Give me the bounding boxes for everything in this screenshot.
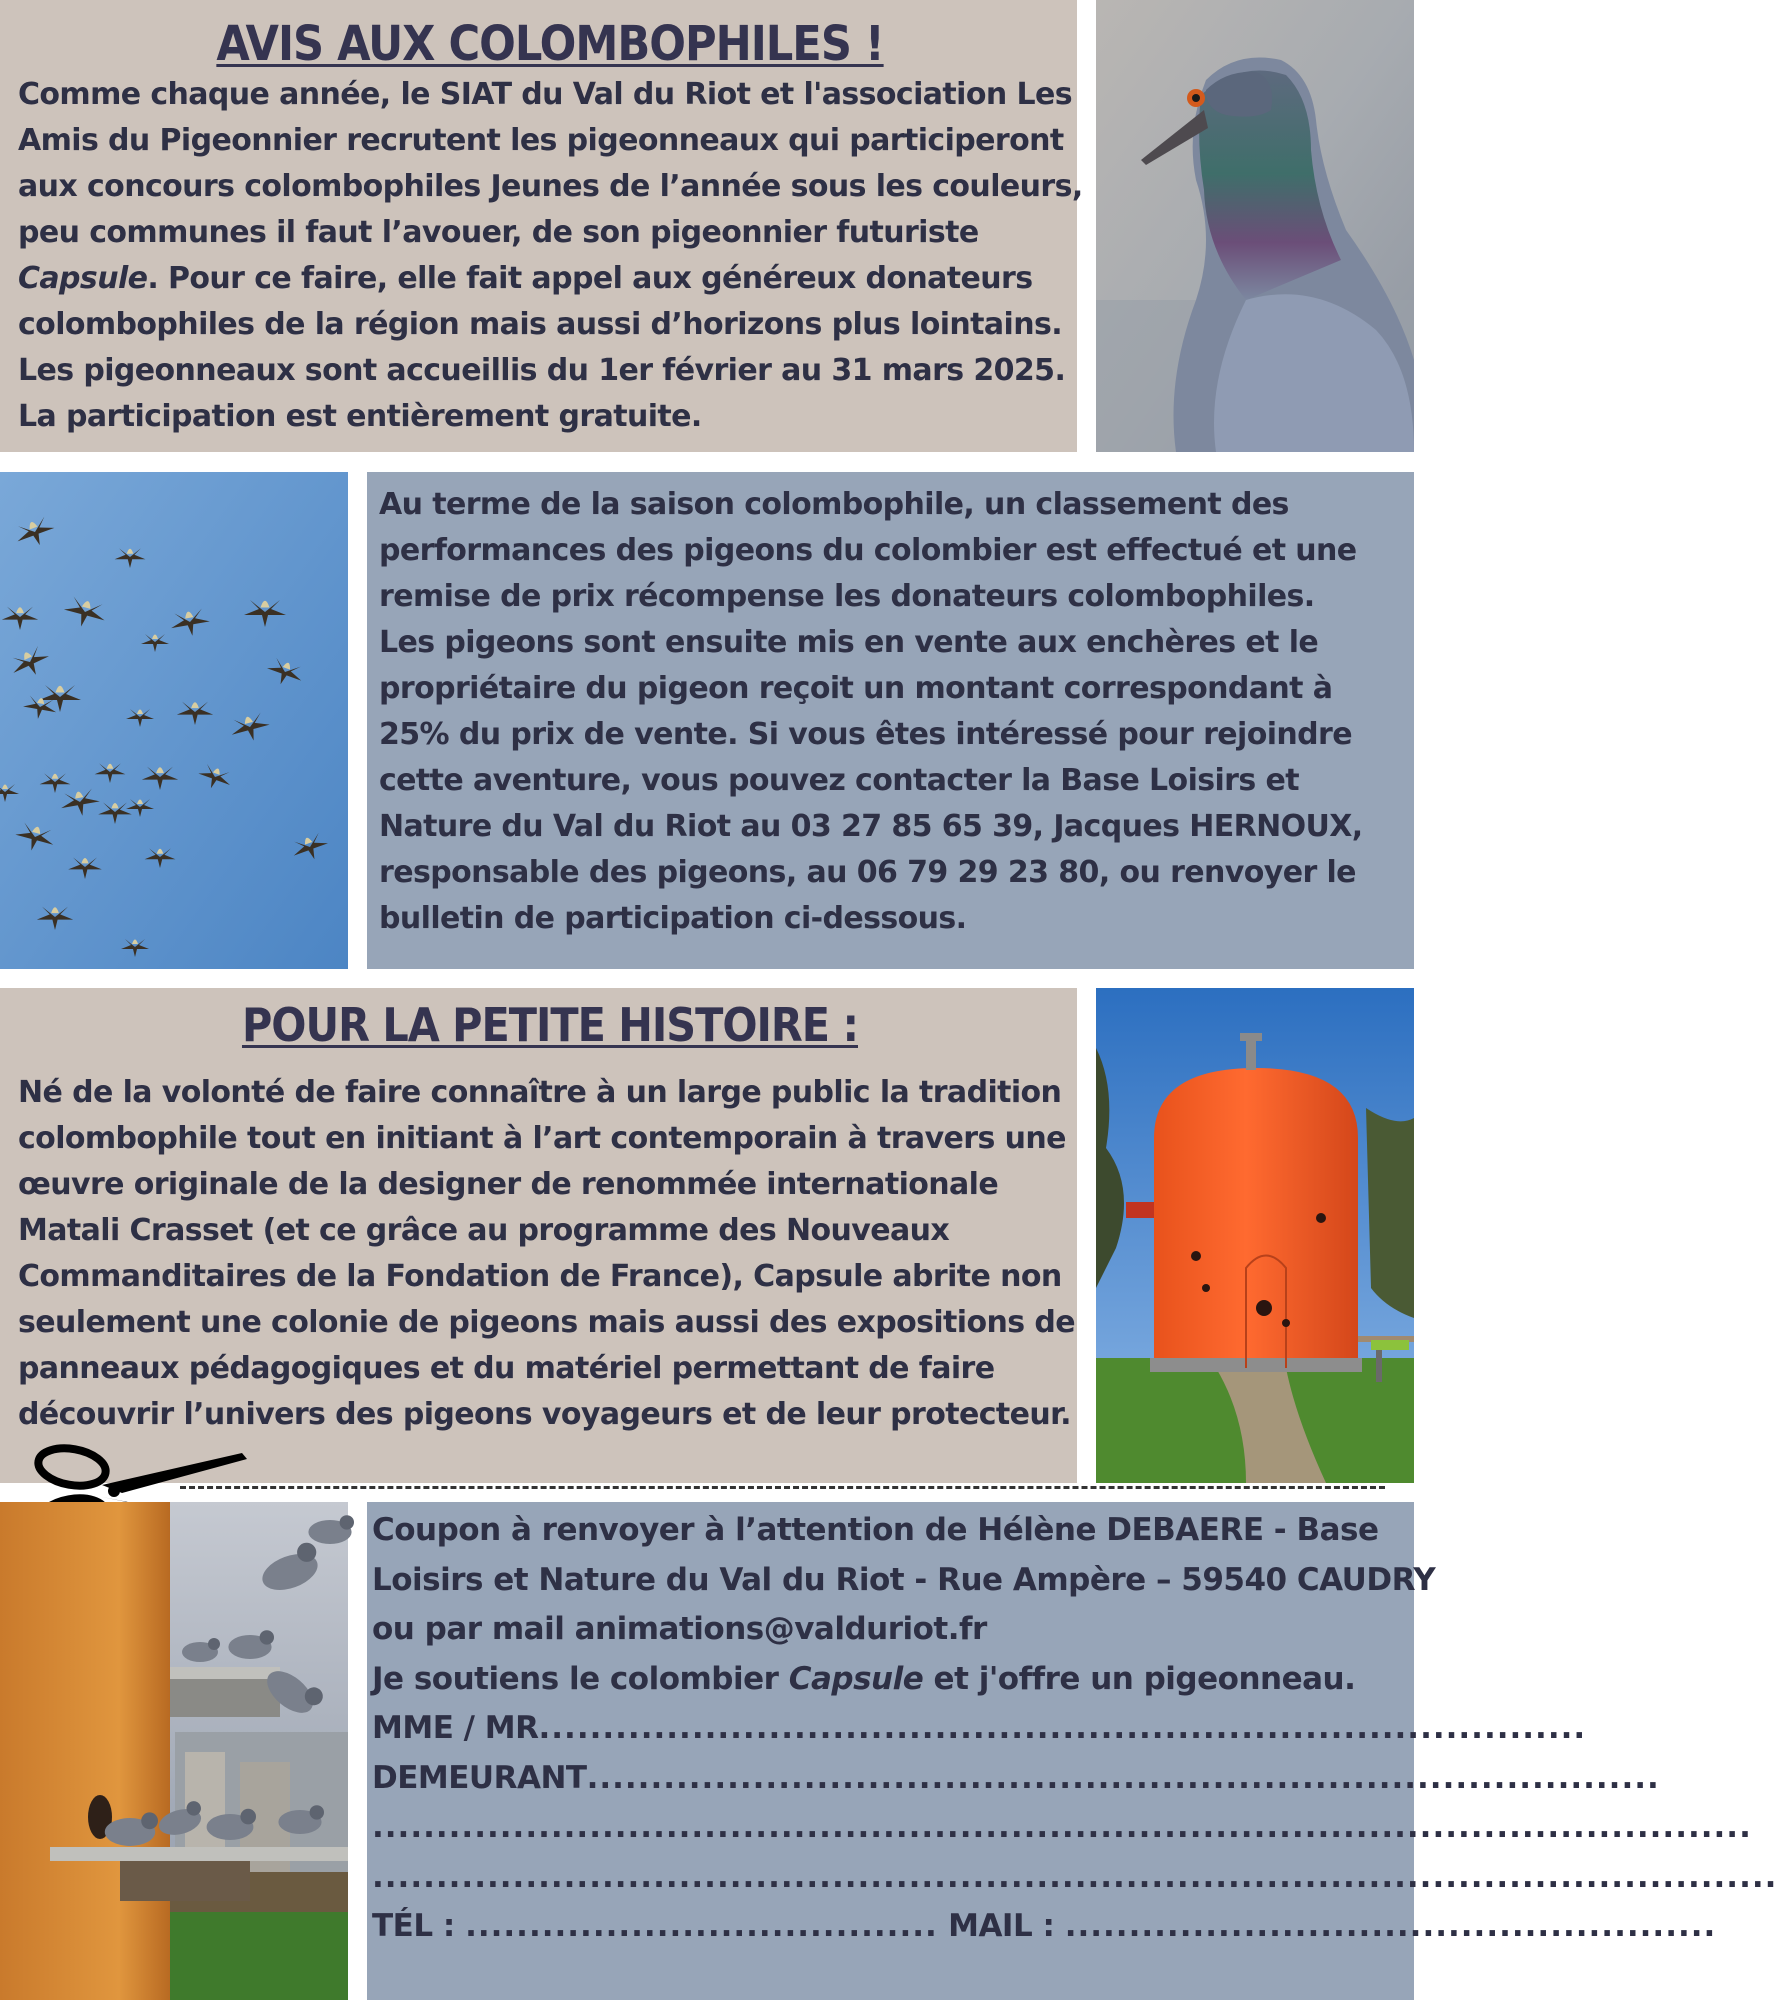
capsule-emphasis-2: Capsule bbox=[788, 1660, 924, 1697]
contest-line-6: 25% du prix de vente. Si vous êtes intéressé pour rejoindre bbox=[379, 717, 1352, 752]
address-line-2[interactable]: ............................................................................................................ bbox=[372, 1809, 1752, 1845]
cut-line bbox=[180, 1486, 1385, 1489]
mail-field-label: MAIL : bbox=[937, 1908, 1065, 1944]
history-line-4: Matali Crasset (et ce grâce au programme des Nouveaux bbox=[18, 1213, 950, 1248]
coupon-line-2: Loisirs et Nature du Val du Riot - Rue Ampère – 59540 CAUDRY bbox=[372, 1561, 1436, 1598]
capsule-pigeonnier-photo bbox=[1096, 988, 1414, 1483]
address-field[interactable]: DEMEURANT.................................................................................... bbox=[372, 1759, 1660, 1796]
name-field[interactable]: MME / MR.................................................................................. bbox=[372, 1710, 1587, 1746]
flying-pigeons-photo bbox=[0, 472, 348, 969]
intro-panel bbox=[0, 0, 1083, 452]
contest-line-7: cette aventure, vous pouvez contacter la Base Loisirs et bbox=[379, 763, 1299, 798]
intro-line-2: Amis du Pigeonnier recrutent les pigeonneaux qui participeront bbox=[18, 123, 1064, 158]
contest-line-1: Au terme de la saison colombophile, un classement des bbox=[379, 487, 1289, 522]
coupon-panel bbox=[367, 1502, 1777, 2000]
intro-title: AVIS AUX COLOMBOPHILES ! bbox=[216, 16, 884, 72]
address-line-3[interactable]: .............................................................................................................. bbox=[372, 1858, 1777, 1895]
pigeonnier-detail-photo bbox=[0, 1502, 348, 2000]
contest-line-5: propriétaire du pigeon reçoit un montant correspondant à bbox=[379, 671, 1333, 706]
tel-field-label: TÉL : bbox=[372, 1908, 466, 1944]
history-line-7: panneaux pédagogiques et du matériel permettant de faire bbox=[18, 1351, 995, 1386]
contest-line-8: Nature du Val du Riot au 03 27 85 65 39, Jacques HERNOUX, bbox=[379, 809, 1363, 844]
contest-line-9: responsable des pigeons, au 06 79 29 23 80, ou renvoyer le bbox=[379, 855, 1356, 890]
intro-line-1: Comme chaque année, le SIAT du Val du Riot et l'association Les bbox=[18, 77, 1072, 112]
history-line-8: découvrir l’univers des pigeons voyageurs et de leur protecteur. bbox=[18, 1397, 1071, 1432]
contest-line-3: remise de prix récompense les donateurs colombophiles. bbox=[379, 579, 1315, 614]
coupon-support-line: Je soutiens le colombier Capsule et j'offre un pigeonneau. bbox=[372, 1660, 1356, 1697]
contest-line-2: performances des pigeons du colombier est effectué et une bbox=[379, 533, 1357, 568]
intro-line-7: Les pigeonneaux sont accueillis du 1er février au 31 mars 2025. bbox=[18, 353, 1066, 388]
history-line-1: Né de la volonté de faire connaître à un large public la tradition bbox=[18, 1075, 1062, 1110]
contest-line-10: bulletin de participation ci-dessous. bbox=[379, 901, 967, 936]
capsule-emphasis: Capsule bbox=[18, 261, 148, 296]
history-line-6: seulement une colonie de pigeons mais aussi des expositions de bbox=[18, 1305, 1075, 1340]
history-panel bbox=[0, 988, 1077, 1483]
contest-line-4: Les pigeons sont ensuite mis en vente aux enchères et le bbox=[379, 625, 1319, 660]
address-field-label: DEMEURANT bbox=[372, 1759, 587, 1796]
name-field-label: MME / MR bbox=[372, 1710, 539, 1746]
contest-panel bbox=[367, 472, 1414, 969]
coupon-line-3: ou par mail animations@valduriot.fr bbox=[372, 1611, 987, 1647]
history-line-5: Commanditaires de la Fondation de France), Capsule abrite non bbox=[18, 1259, 1062, 1294]
history-line-2: colombophile tout en initiant à l’art contemporain à travers une bbox=[18, 1121, 1066, 1156]
pigeon-portrait-photo bbox=[1096, 0, 1414, 452]
intro-line-6: colombophiles de la région mais aussi d’horizons plus lointains. bbox=[18, 307, 1063, 342]
tel-mail-field[interactable]: TÉL : ..................................... MAIL : ................................................... bbox=[372, 1908, 1717, 1944]
history-title: POUR LA PETITE HISTOIRE : bbox=[241, 998, 858, 1052]
history-line-3: œuvre originale de la designer de renommée internationale bbox=[18, 1167, 999, 1202]
intro-line-4: peu communes il faut l’avouer, de son pigeonnier futuriste bbox=[18, 215, 979, 250]
intro-line-3: aux concours colombophiles Jeunes de l’année sous les couleurs, bbox=[18, 169, 1083, 204]
intro-line-8: La participation est entièrement gratuite. bbox=[18, 399, 702, 434]
intro-line-5: Capsule. Pour ce faire, elle fait appel aux généreux donateurs bbox=[18, 261, 1033, 296]
coupon-line-1: Coupon à renvoyer à l’attention de Hélène DEBAERE - Base bbox=[372, 1512, 1379, 1548]
